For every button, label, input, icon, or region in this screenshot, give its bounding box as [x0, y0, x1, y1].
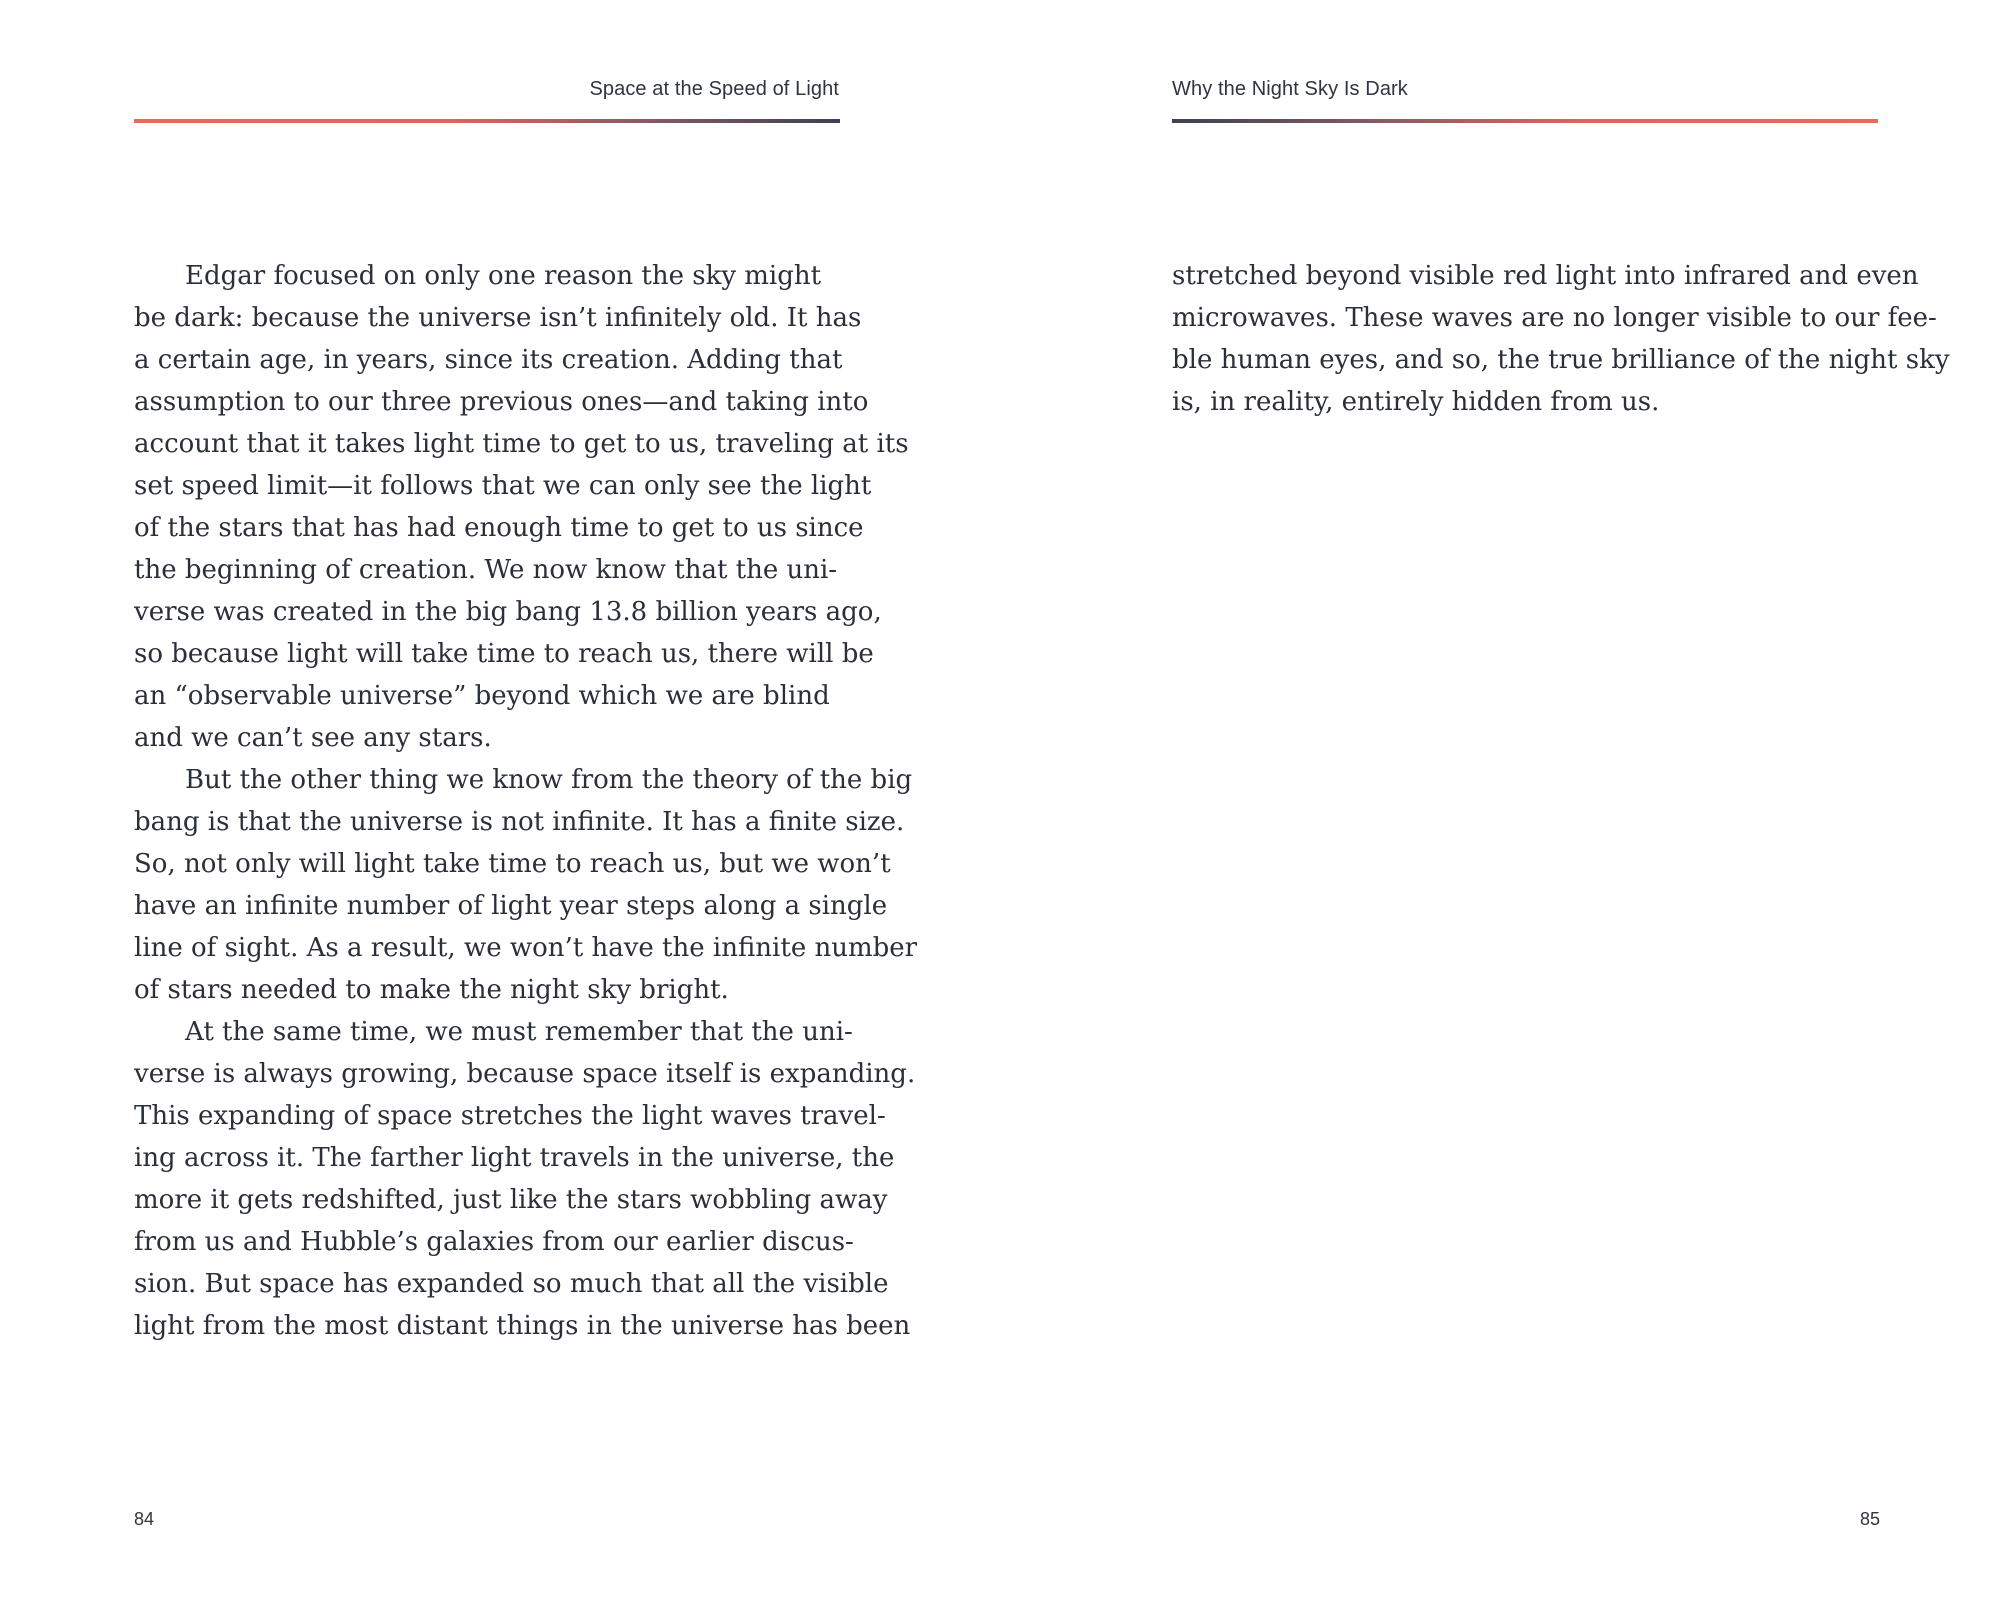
text-line: account that it takes light time to get to us, traveling at its [134, 429, 909, 459]
text-line: a certain age, in years, since its creation. Adding that [134, 345, 843, 375]
text-line: from us and Hubble’s galaxies from our earlier discus- [134, 1227, 854, 1257]
text-line: verse is always growing, because space itself is expanding. [134, 1059, 916, 1089]
text-line: At the same time, we must remember that the uni- [185, 1017, 853, 1047]
text-line: is, in reality, entirely hidden from us. [1172, 387, 1660, 417]
text-line: the beginning of creation. We now know that the uni- [134, 555, 838, 585]
text-line: an “observable universe” beyond which we are blind [134, 681, 830, 711]
body-text-right [1172, 255, 1950, 423]
text-line: of the stars that has had enough time to get to us since [134, 513, 864, 543]
text-line: light from the most distant things in the universe has been [134, 1311, 911, 1341]
text-line: ble human eyes, and so, the true brilliance of the night sky [1172, 345, 1950, 375]
text-line: have an infinite number of light year steps along a single [134, 891, 888, 921]
text-line: line of sight. As a result, we won’t have the infinite number [134, 933, 918, 963]
text-line: verse was created in the big bang 13.8 billion years ago, [134, 597, 882, 627]
right-page [1000, 0, 2000, 1600]
page-number-left: 84 [134, 1509, 155, 1529]
text-line: But the other thing we know from the theory of the big [185, 765, 913, 795]
text-line: assumption to our three previous ones—and taking into [134, 387, 869, 417]
page-number-right: 85 [1859, 1509, 1880, 1529]
text-line: microwaves. These waves are no longer visible to our fee- [1172, 303, 1937, 333]
text-line: sion. But space has expanded so much that all the visible [134, 1269, 889, 1299]
text-line: more it gets redshifted, just like the stars wobbling away [134, 1185, 888, 1215]
text-line: So, not only will light take time to reach us, but we won’t [134, 849, 891, 879]
running-head-left: Space at the Speed of Light [589, 78, 839, 100]
text-line: ing across it. The farther light travels in the universe, the [134, 1143, 895, 1173]
text-line: and we can’t see any stars. [134, 723, 492, 753]
text-line: so because light will take time to reach us, there will be [134, 639, 874, 669]
text-line: set speed limit—it follows that we can only see the light [134, 471, 872, 501]
text-line: This expanding of space stretches the light waves travel- [134, 1101, 886, 1131]
header-rule-left [134, 119, 840, 123]
text-line: Edgar focused on only one reason the sky might [185, 261, 822, 291]
text-line: be dark: because the universe isn’t infinitely old. It has [134, 303, 862, 333]
body-text-left [134, 255, 918, 1347]
header-rule-right [1172, 119, 1878, 123]
text-line: stretched beyond visible red light into infrared and even [1172, 261, 1919, 291]
running-head-right: Why the Night Sky Is Dark [1172, 78, 1408, 100]
text-line: of stars needed to make the night sky bright. [134, 975, 729, 1005]
text-line: bang is that the universe is not infinite. It has a finite size. [134, 807, 905, 837]
